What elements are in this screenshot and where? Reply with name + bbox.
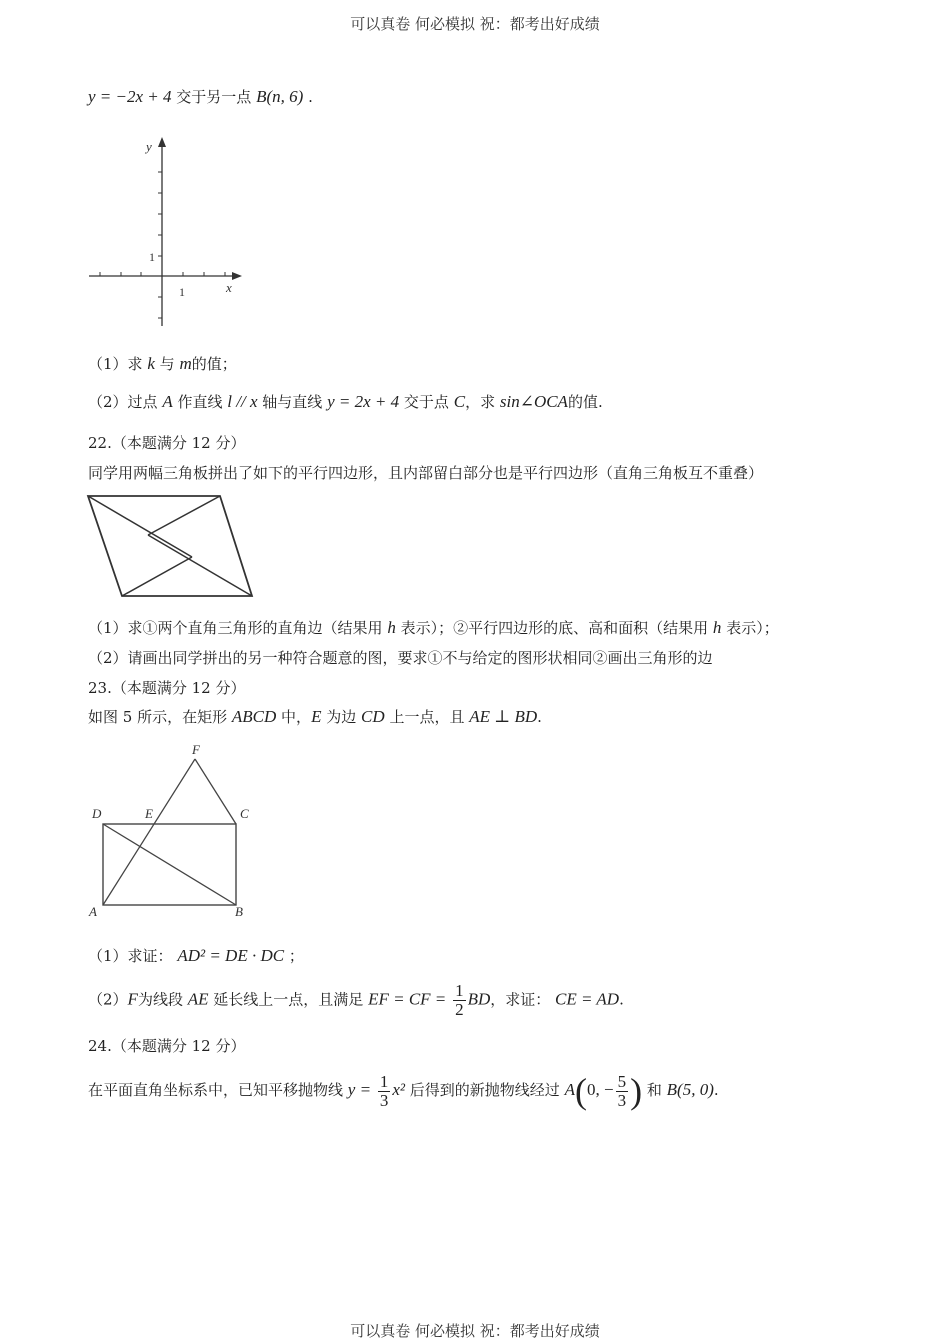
fraction-one-third: $\frac{1}{3}$ (379, 1071, 389, 1110)
q22-title: 22.（本题满分 12 分） (88, 434, 246, 452)
fraction-five-thirds: $\frac{5}{3}$ (617, 1071, 627, 1110)
page-header: 可以真卷 何必模拟 祝：都考出好成绩 (350, 15, 600, 33)
diagonal-BD (103, 824, 236, 905)
label-E: E (145, 806, 153, 821)
triangle-edge-2 (148, 496, 220, 535)
label-F: F (192, 742, 200, 757)
q22-part2: （2）请画出同学拼出的另一种符合题意的图，要求①不与给定的图形状相同②画出三角形的边 (88, 649, 713, 667)
triangle-edge-3 (148, 535, 252, 596)
rectangle-figure (84, 738, 260, 920)
q23-part2: （2）F为线段 AE 延长线上一点，且满足 EF = CF = $\frac{1}{2}$ BD，求证： CE = AD. (88, 981, 624, 1019)
x-axis-arrow (232, 272, 242, 280)
label-D: D (92, 806, 102, 821)
label-B: B (235, 904, 243, 919)
coordinate-grid-figure (86, 134, 250, 334)
q21-part2: （2）过点 A 作直线 l // x 轴与直线 y = 2x + 4 交于点 C，求 sin∠OCA的值. (88, 392, 603, 411)
label-C: C (240, 806, 249, 821)
page-footer: 可以真卷 何必模拟 祝：都考出好成绩 (350, 1322, 600, 1340)
q23-title: 23.（本题满分 12 分） (88, 679, 246, 697)
triangle-edge-4 (122, 557, 192, 596)
q24-title: 24.（本题满分 12 分） (88, 1037, 246, 1055)
q21-part1: （1）求 k 与 m的值； (88, 354, 237, 373)
x-tick-label: 1 (179, 285, 185, 299)
q23-part1: （1）求证： AD² = DE · DC ； (88, 946, 304, 965)
triangle-edge-1 (88, 496, 192, 557)
q21-intro: y = −2x + 4 交于另一点 B(n, 6) . (88, 87, 313, 106)
parallelogram-figure (84, 490, 256, 604)
y-axis-arrow (158, 137, 166, 147)
x-axis-label: x (226, 280, 232, 295)
q22-part1: （1）求①两个直角三角形的直角边（结果用 h 表示）；②平行四边形的底、高和面积（结果用 h 表示）； (88, 618, 779, 637)
y-axis-label: y (146, 139, 152, 154)
q22-description: 同学用两幅三角板拼出了如下的平行四边形，且内部留白部分也是平行四边形（直角三角板互不重叠） (88, 464, 764, 482)
q23-description: 如图 5 所示，在矩形 ABCD 中，E 为边 CD 上一点，且 AE ⊥ BD. (88, 707, 542, 726)
segment-FC (195, 759, 236, 824)
y-tick-label: 1 (149, 250, 155, 264)
label-A: A (89, 904, 97, 919)
fraction-one-half: $\frac{1}{2}$ (455, 981, 464, 1019)
q24-description: 在平面直角坐标系中，已知平移抛物线 y = $\frac{1}{3}$ x² 后得到的新抛物线经过 A(0, − $\frac{5}{3}$ ) 和 B(5, 0). (88, 1071, 719, 1111)
